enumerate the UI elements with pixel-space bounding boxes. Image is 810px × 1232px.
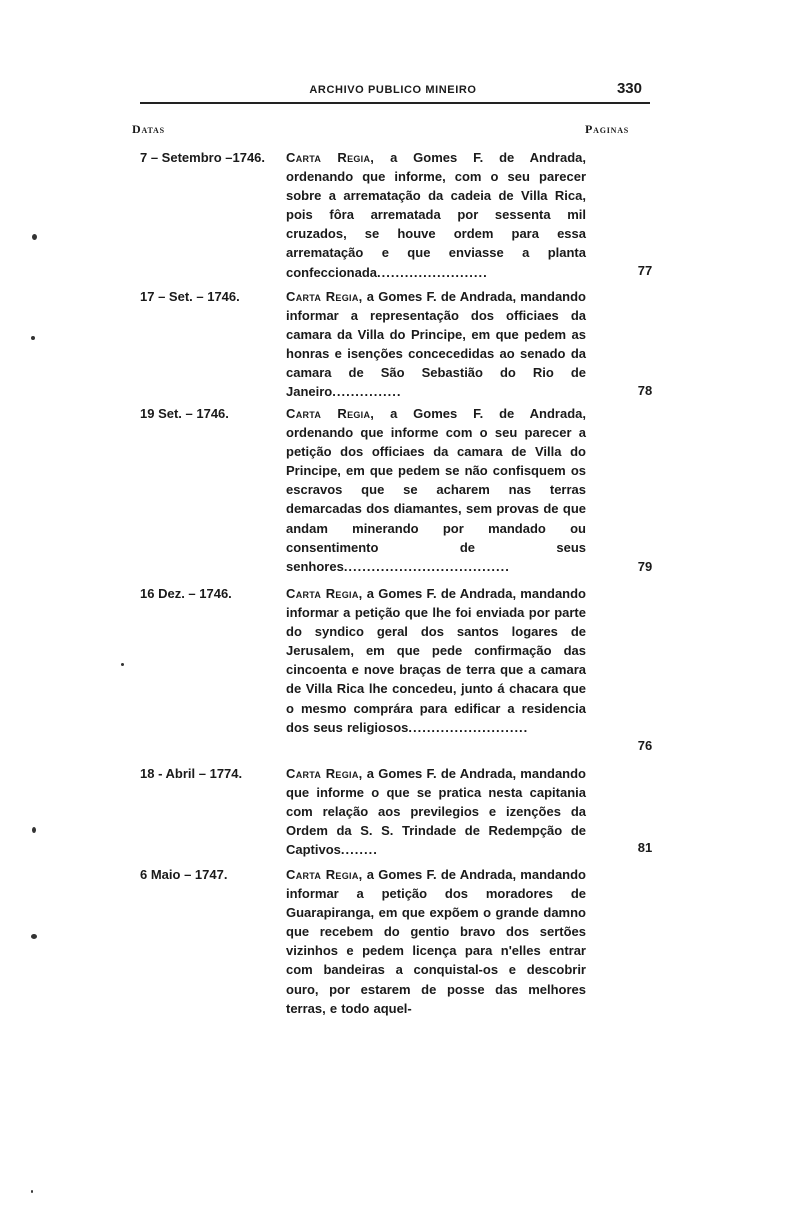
entry-body: a Gomes F. de Andrada, ordenando que informe com o seu parecer a petição dos officiaes da camara de Villa do Principe, em que pedem se não confisquem os escravos que se acharem nas terras demarcadas dos diamantes, sem provas de que andam minerando por mandado ou consentimento de seus senhores	[286, 406, 586, 574]
entry-body: a Gomes F. de Andrada, ordenando que informe, com o seu parecer sobre a arrematação da cadeia de Villa Rica, pois fôra arrematada por sessenta mil cruzados, se houve ordem para essa arrematação e que enviasse a planta confeccionada	[286, 150, 586, 280]
entry-lead: Carta Regia,	[286, 406, 375, 421]
entry-body: a Gomes F. de Andrada, mandando informar a representação dos officiaes da camara da Villa do Principe, em que pedem as honras e isenções concecedidas ao senado da camara de São Sebastião do Rio de Janeiro	[286, 289, 587, 400]
entry-text	[286, 865, 586, 1018]
page-number: 330	[616, 80, 642, 97]
entry-page: 77	[637, 263, 653, 278]
entry-leader-dots: ........	[340, 842, 378, 858]
column-head-pages: Paginas	[585, 122, 630, 136]
entry-text	[286, 148, 586, 282]
entry-lead: Carta Regia,	[286, 586, 363, 601]
entry-body: a Gomes F. de Andrada, mandando informar a petição que lhe foi enviada por parte do syndico geral dos santos logares de Jerusalem, em que pede confirmação das cincoenta e nove braças de terra que a camara de Villa Rica lhe concedeu, junto á chacara que o mesmo comprára para edificar a residencia dos seus religiosos	[286, 586, 587, 735]
entry-date: 18 - Abril – 1774.	[140, 766, 243, 781]
scan-speck	[32, 234, 37, 240]
entry-lead: Carta Regia,	[286, 766, 363, 781]
running-title: ARCHIVO PUBLICO MINEIRO	[309, 84, 477, 96]
entry-lead: Carta Regia,	[286, 289, 363, 304]
entry-lead: Carta Regia,	[286, 150, 375, 165]
scan-speck	[31, 1190, 33, 1193]
entry-leader-dots: ....................................	[343, 558, 510, 574]
entry-page: 81	[637, 840, 653, 855]
entry-date: 17 – Set. – 1746.	[140, 289, 240, 304]
entry-leader-dots: ..........................	[408, 719, 529, 735]
scan-speck	[31, 336, 35, 340]
column-head-dates: Datas	[132, 122, 165, 136]
entry-text	[286, 764, 586, 859]
entry-leader-dots: ........................	[377, 264, 488, 280]
entry-body: a Gomes F. de Andrada, mandando que informe o que se pratica nesta capitania com relação aos previlegios e izenções da Ordem da S. S. Trindade de Redempção de Captivos	[286, 766, 587, 858]
entry-page: 78	[637, 383, 653, 398]
entry-date: 16 Dez. – 1746.	[140, 586, 232, 601]
entry-date: 19 Set. – 1746.	[140, 406, 229, 421]
entry-text	[286, 404, 586, 576]
entry-lead: Carta Regia,	[286, 867, 363, 882]
entry-body: a Gomes F. de Andrada, mandando informar a petição dos moradores de Guarapiranga, em que expõem o grande damno que recebem do gentio bravo dos sertões vizinhos e pedem licença para n'elles entrar com bandeiras a conquistal-os e descobrir ouro, por estarem de posse das melhores terras, e todo aquel-	[286, 867, 587, 1016]
header-rule	[140, 102, 650, 104]
scan-speck	[31, 934, 37, 939]
scan-speck	[32, 827, 36, 833]
entry-page: 76	[637, 738, 653, 753]
entry-leader-dots: ...............	[332, 384, 402, 400]
entry-text	[286, 584, 586, 737]
entry-date: 7 – Setembro –1746.	[140, 150, 266, 165]
scan-speck	[121, 663, 124, 666]
running-head	[140, 80, 650, 104]
entry-date: 6 Maio – 1747.	[140, 867, 228, 882]
entry-text	[286, 287, 586, 402]
entry-page: 79	[637, 559, 653, 574]
